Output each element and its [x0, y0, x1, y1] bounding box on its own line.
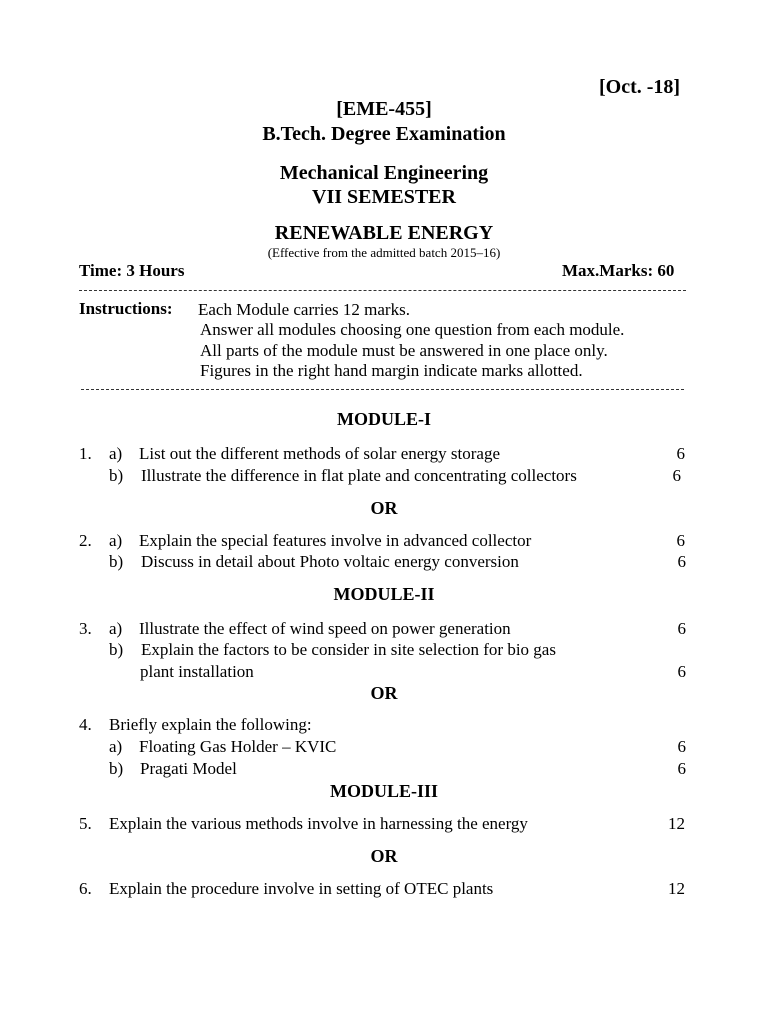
instructions-label: Instructions:: [79, 299, 173, 318]
module-heading: MODULE-III: [329, 781, 438, 801]
semester: VII SEMESTER: [312, 186, 456, 208]
exam-duration: Time: 3 Hours: [79, 261, 185, 280]
subject-title: RENEWABLE ENERGY: [274, 222, 494, 244]
effective-batch-note: (Effective from the admitted batch 2015–16): [267, 245, 501, 260]
module-heading: MODULE-II: [333, 584, 435, 604]
question-text: Explain the factors to be consider in site selection for bio gas: [141, 640, 556, 659]
part-label: b): [109, 759, 124, 778]
course-code: [EME-455]: [336, 98, 432, 120]
instruction-line: Each Module carries 12 marks.: [198, 300, 410, 319]
part-label: a): [109, 619, 123, 638]
question-text: Illustrate the effect of wind speed on power generation: [139, 619, 511, 638]
or-separator: OR: [370, 846, 398, 866]
marks: 6: [677, 552, 686, 571]
question-number: 2.: [79, 531, 92, 550]
part-label: a): [109, 737, 123, 756]
instruction-line: Answer all modules choosing one question from each module.: [200, 320, 625, 339]
question-text: Pragati Model: [140, 759, 237, 778]
part-label: a): [109, 531, 123, 550]
marks: 12: [668, 814, 685, 833]
module-heading: MODULE-I: [337, 409, 431, 429]
question-number: 4.: [79, 715, 92, 734]
question-text: List out the different methods of solar energy storage: [139, 444, 501, 463]
question-text: Explain the various methods involve in harnessing the energy: [109, 814, 528, 833]
exam-date: [Oct. -18]: [599, 76, 681, 98]
part-label: b): [109, 640, 124, 659]
branch-name: Mechanical Engineering: [279, 162, 489, 184]
or-separator: OR: [370, 683, 398, 703]
part-label: b): [109, 466, 124, 485]
marks: 6: [672, 466, 681, 485]
marks: 6: [677, 662, 686, 681]
question-text-continued: plant installation: [140, 662, 254, 681]
instruction-line: All parts of the module must be answered in one place only.: [200, 341, 608, 360]
marks: 6: [677, 619, 686, 638]
part-label: a): [109, 444, 123, 463]
or-separator: OR: [370, 498, 398, 518]
question-number: 3.: [79, 619, 92, 638]
marks: 6: [677, 759, 686, 778]
divider-bottom: [81, 389, 684, 390]
question-text: Briefly explain the following:: [109, 715, 312, 734]
marks: 6: [677, 737, 686, 756]
marks: 6: [676, 531, 685, 550]
question-text: Explain the procedure involve in setting of OTEC plants: [109, 879, 494, 898]
question-text: Discuss in detail about Photo voltaic energy conversion: [141, 552, 519, 571]
divider-top: [79, 290, 686, 291]
question-text: Explain the special features involve in advanced collector: [139, 531, 532, 550]
marks: 6: [676, 444, 685, 463]
question-number: 6.: [79, 879, 92, 898]
part-label: b): [109, 552, 124, 571]
question-text: Illustrate the difference in flat plate and concentrating collectors: [141, 466, 577, 485]
question-number: 1.: [79, 444, 92, 463]
question-text: Floating Gas Holder – KVIC: [139, 737, 337, 756]
instruction-line: Figures in the right hand margin indicate marks allotted.: [200, 361, 583, 380]
question-number: 5.: [79, 814, 92, 833]
marks: 12: [668, 879, 685, 898]
exam-title: B.Tech. Degree Examination: [262, 123, 506, 145]
max-marks: Max.Marks: 60: [562, 261, 675, 280]
